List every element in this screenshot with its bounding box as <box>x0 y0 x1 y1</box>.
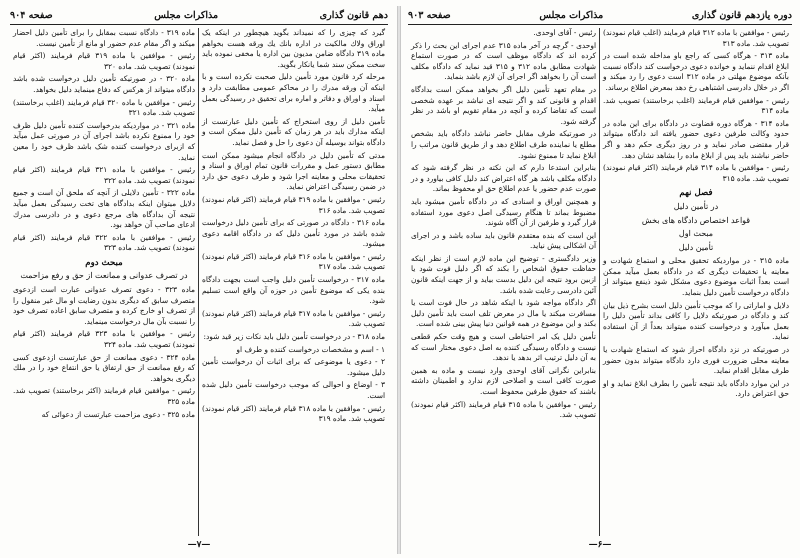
paragraph: در مقام تعهد تأمین دلیل اگر بخواهد ممکن است بدادگاه اقدام و قانونی کند و اگر نتیجه ای نباشد بر عهده شخصی است که تقاضا کرده و آنچه در مقام تقویم او باشد در نظر گرفته شود. <box>411 84 596 126</box>
paragraph: ماده ۳۱۹ - دادگاه نسبت بمقابل را برای تأمین دلیل احضار میکند و اگر مقام عدم حضور او مانع از تأمین نیست. <box>13 28 195 48</box>
left-page <box>10 8 388 550</box>
left-header-right: دهم قانون گذاری <box>319 9 388 21</box>
paragraph: ماده ۳۲۰ - در صورتیکه تأمین دلیل درخواست شده باشد دادگاه میتواند از هرکس که دفاع مینماید دلیل بخواهد. <box>13 74 195 94</box>
right-page-right-column <box>600 28 792 536</box>
paragraph: بنابراین نگرانی آقای اوحدی وارد نیست و ماده به همین صورت کافی است و اصلاحی لازم ندارد و اطمینان داشته باشند که حقوق طرفین محفوظ است. <box>411 365 596 396</box>
right-header-right: دوره یازدهم قانون گذاری <box>691 9 792 21</box>
paragraph: ماده ۳۱۸ - در درخواست تأمین دلیل باید نکات زیر قید شود: <box>203 332 385 342</box>
right-header-page-number: صفحه ۹۰۳ <box>408 9 451 21</box>
left-page-right-column <box>199 28 388 536</box>
left-header-center: مذاکرات مجلس <box>154 9 219 21</box>
paragraph: ماده ۳۲۲ - تأمین دلایلی از آنچه که ملحق آن است و جمیع دلایل میتوان اینکه بدادگاه های تخت رسیدگی بعمل میآید نتیجه آن بدادگاه های مرجع دعوی و در دادرسی مدرك ادعای صاحب آن خواهد بود. <box>13 188 195 230</box>
paragraph: رئیس - موافقین با ماده ۳۱۶ قیام فرمایند (اکثر قیام نمودند) تصویب شد. ماده ۳۱۷ <box>202 251 386 272</box>
paragraph: رئیس - موافقین با ماده ۳۲۳ قیام فرمایند (اکثر قیام نمودند) تصویب شد. ماده ۳۲۴ <box>13 329 195 350</box>
section-subheading: قواعد اختصاص دادگاه های بخش <box>641 215 751 225</box>
paragraph: دلایل و اماراتی را که موجب تأمین دلیل است بشرح ذیل بیان کند و دادگاه در صورتیکه دلایل را کافی بداند تأمین دلیل را بعمل میآورد و درخواست کننده میتواند بعداً از آن استفاده نماید. <box>603 300 789 342</box>
paragraph: رئیس - موافقین با ماده ۳۱۹ قیام فرمایند (اکثر قیام نمودند) تصویب شد. ماده ۳۲۰ <box>13 51 195 71</box>
paragraph: رئیس - موافقین با ماده ۳۲۰ قیام فرمایند (اغلب برخاستند) تصویب شد. ماده ۳۲۱ <box>13 97 195 118</box>
paragraph: رئیس - آقای اوحدی. <box>533 28 596 37</box>
right-running-header <box>408 8 792 25</box>
paragraph: مدتی که تأمین دلیل در دادگاه انجام میشود ممكن است مطابق دستور عمل و مقررات قانون تمام اوراق و اسناد و تحقیقات محلی و معاینه اجرا شود و طرف دعوی حق دارد در ضمن رسیدگی اعتراض نماید. <box>202 150 385 192</box>
section-subheading: در تصرف عدوانی و ممانعت از حق و رفع مزاحمت <box>20 271 188 281</box>
paragraph: گیرد که چیزی را که نمیداند بگوید هیچطور در اینکه یک اوراق ولاك مالکیت در اداره بانك يك ورقه هست بخواهم ماده ۳۱۹ دادگاه ضامن مدیون بین اداره یا مخفی نموده باید سخت ممکن سند شما یانکار بگوید. <box>202 28 385 69</box>
paragraph: رئیس - موافقین با ماده ۳۱۵ قیام فرمایند (اکثر قیام نمودند) تصویب شد. <box>411 399 596 420</box>
right-page <box>408 8 792 550</box>
left-page-left-column <box>10 28 199 536</box>
paragraph: بنابراین استدعا دارم که این نکته در نظر گرفته شود که دادگاه مکلف باشد هر گاه اعتراض کند دلیل کافی بیاورد و در صورت عدم حضور یا عدم اطلاع حق او محفوظ بماند. <box>411 163 596 194</box>
section-subheading: تأمین دلیل <box>678 242 714 252</box>
right-page-left-column <box>408 28 600 536</box>
paragraph: ماده ۳۲۵ - دعوی مزاحمت عبارتست از دعوائی که <box>41 409 195 419</box>
paragraph: اگر دادگاه مواجه شود با اینکه شاهد در حال فوت است یا مسافرت میکند یا مال در معرض تلف است باید تأمین دلیل بکند و این موضوع در همه قوانین دنیا پیش بینی شده است. <box>411 298 596 329</box>
book-fold <box>397 6 401 554</box>
paragraph: در صورتیکه طرف مقابل حاضر نباشد دادگاه باید بشخص مطلع یا نماینده طرف اطلاع دهد و از طریق قانون مراتب را ابلاغ نماید تا ممنوع نشود. <box>411 129 596 160</box>
paragraph: رئیس - موافقین با ماده ۳۱۷ قیام فرمایند (اکثر قیام نمودند) تصویب شد. <box>202 308 386 329</box>
paragraph: ۱ - اسم و مشخصات درخواست کننده و طرف او <box>236 344 385 354</box>
paragraph: ماده ۳۱۳ - هرگاه کسی که راجع باو مداخله شده است در ابلاغ اقدام ننماید و خوانده دعوی درخواست کند دادگاه نسبت بآنکه موضوع مهلتی در ماده ۳۱۲ است دعوی را رد میکند و اگر در خلال دادرسی اشتباهی رخ دهد بمعرض اطلاع برساند. <box>603 51 789 92</box>
paragraph: رئیس - موافقین با ماده ۳۱۲ قیام فرمایند (اغلب قیام نمودند) تصویب شد. ماده ۳۱۳ <box>603 28 789 48</box>
section-subheading: در تأمین دلیل <box>673 201 719 211</box>
paragraph: ماده ۳۱۶ - دادگاه در صورتی که برای تأمین دلیل درخواست شده باشد در مورد تأمین دلیل که در دادگاه اقامه دعوی میشود. <box>202 218 385 249</box>
paragraph: ماده ۳۱۴ - هرگاه دوره قضاوت در دادگاه برای این ماده در حدود وکالت طرفین دعوی حضور یافته اند دادگاه میتواند قرار مقتضی صادر نماید و در روز دیگری حکم دهد و اگر حاضر نباشند باید پس از ابلاغ ماده را بشاهد نشان دهد. <box>603 118 789 160</box>
paragraph: در صورتیکه در نزد دادگاه احراز شود که استماع شهادت یا معاینه محلی ضرورت فوری دارد دادگاه میتواند بدون حضور طرف مقابل اقدام نماید. <box>603 345 789 376</box>
paragraph: ماده ۳۱۵ - در مواردیکه تحقیق محلی و استماع شهادت و معاینه یا تحقیقات دیگری که در دادگاه بعمل میآید ممکن است بعداً اثبات موضوع دعوی مشکل شود ذینفع میتواند از دادگاه درخواست تأمین دلیل بنماید. <box>603 256 789 298</box>
paragraph: ماده ۳۲۴ - دعوی ممانعت از حق عبارتست ازدعوی کسی که رفع ممانعت از حق ارتفاق یا حق انتفاع خود را در ملك دیگری بخواهد. <box>13 352 195 383</box>
right-folio: —۶— <box>588 540 612 550</box>
left-running-header <box>10 8 388 25</box>
left-columns <box>10 28 388 536</box>
right-columns <box>408 28 792 536</box>
paragraph: رئیس - موافقین با ماده ۳۱۴ قیام فرمایند (اکثر قیام نمودند) تصویب شد. ماده ۳۱۵ <box>603 163 790 183</box>
paragraph: رئیس - موافقین با ماده ۳۲۱ قیام فرمایند (اکثر قیام نمودند) تصویب شد. ماده ۳۲۲ <box>13 165 195 185</box>
paragraph: وزیر دادگستری - توضیح این ماده لازم است از نظر اینکه حفاظت حقوق اشخاص را بکند که اگر دلیل فوت شود یا ازبین برود نتیجه این دلیل بدست بیاید و از جهت اینکه قانون آئین دادرسی رعایت شده باشد. <box>411 253 596 295</box>
section-heading: فصل نهم <box>679 188 713 199</box>
paragraph: اوحدی - گرچه در آخر ماده ۳۱۵ عدم اجرای این بحث را ذکر کرده اند که دادگاه موظف است که در صورت استماع شهادت مطابق ماده ۳۱۲ و ۳۱۵ قید نماید که دادگاه مکلف است آن را بخواهد اگر اجرای آن لازم باشد بنماید. <box>411 40 596 82</box>
section-heading: مبحث دوم <box>85 257 123 268</box>
paragraph: ماده ۳۲۳ - دعوی تصرف عدوانی عبارت است ازدعوی متصرف سابق که دیگری بدون رضایت او مال غیر منقول را از تصرف او خارج کرده و متصرف سابق اعاده تصرف خود را نسبت بآن مال درخواست مینماید. <box>13 285 195 326</box>
paragraph: این است که بنده معتقدم قانون باید ساده باشد و در اجرای آن اشکالی پیش نیاید. <box>411 230 596 251</box>
paragraph: مرحله کرد قانون مورد تأمین دلیل صحبت نکرده است و با اینکه آن ورقه مدرك را در محاکم عمومی مطابقت دارد و اسناد و اوراق و دفاتر و اماره برای تحقیق در رسیدگی بعمل میآید. <box>202 72 385 114</box>
left-header-page-number: صفحه ۹۰۴ <box>10 9 53 21</box>
paragraph: رئیس - موافقین با ماده ۳۱۸ قیام فرمایند (اکثر قیام نمودند) تصویب شد. ماده ۳۱۹ <box>202 403 386 424</box>
section-subheading: مبحث اول <box>678 229 714 239</box>
paragraph: تأمین دلیل یک امر احتیاطی است و هیچ وقت حکم قطعی نیست و دادگاه رسیدگی کننده به اصل دعوی مختار است که به آن دلیل ترتیب اثر بدهد یا ندهد. <box>411 332 596 363</box>
paragraph: رئیس - موافقین قیام فرمایند (اغلب برخاستند) تصویب شد. ماده ۳۱۴ <box>603 95 789 116</box>
paragraph: ماده ۳۲۱ - در مواردیکه بدرخواست کننده تأمین دلیل ظرف خود را ممنوع نکرده باشد اجرای آن در صورتی عمل میآید که ازبرای درخواست کننده شک باشد ظرف خود را معین نماید. <box>13 120 195 162</box>
paragraph: رئیس - موافقین با ماده ۳۱۹ قیام فرمایند (اکثر قیام نمودند) تصویب شد. ماده ۳۱۶ <box>202 194 386 215</box>
paragraph: در این موارد دادگاه باید نتیجه تأمین را بطرف ابلاغ نماید و او حق اعتراض دارد. <box>603 378 789 399</box>
paragraph: ماده ۳۱۷ - درخواست تأمین دلیل واجب است بجهت دادگاه بنده یکی که موضوع تأمین در حوزه آن واقع است تسلیم شود. <box>202 275 385 306</box>
paragraph: و همچنین اوراق و اسنادی که در دادگاه تأمین میشود باید مضبوط بماند تا هنگام رسیدگی اصل دعوی مورد استفاده قرار گیرد و طرفین از آن آگاه شوند. <box>411 196 596 228</box>
paragraph: رئیس - موافقین با ماده ۳۲۲ قیام فرمایند (اکثر قیام نمودند) تصویب شد. ماده ۳۲۳ <box>13 232 195 253</box>
paragraph: تأمین دلیل از روی استخراج که تأمین دلیل عبارتست از اینکه مدارك باید در هر زمان که تأمین دلیل ممكن است و دادگاه بتواند بوسیله آن دعوی را حل و فصل نماید. <box>202 116 385 147</box>
right-header-center: مذاکرات مجلس <box>539 9 604 21</box>
paragraph: رئیس - موافقین قیام فرمایند (اکثر برخاستند) تصویب شد. ماده ۳۲۵ <box>13 386 195 406</box>
paragraph: ۲ - دعوی یا موضوعی که برای اثبات آن درخواست تأمین دلیل میشود. <box>202 357 385 377</box>
paragraph: ۳ - اوضاع و احوالی که موجب درخواست تأمین دلیل شده است. <box>202 380 385 400</box>
left-folio: —۷— <box>187 540 211 550</box>
